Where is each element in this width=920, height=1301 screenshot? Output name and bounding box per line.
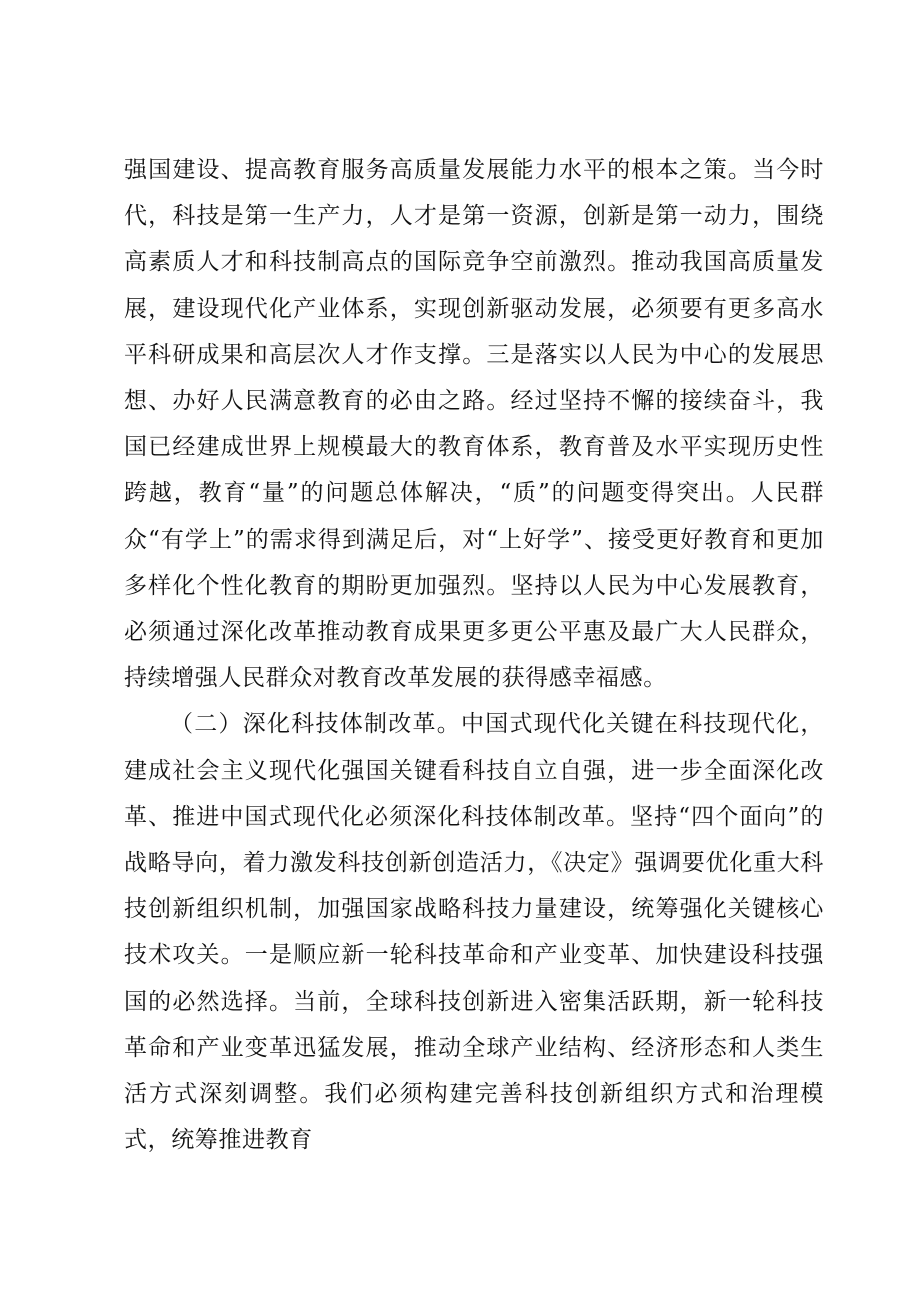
paragraph-section-two: （二）深化科技体制改革。中国式现代化关键在科技现代化，建成社会主义现代化强国关键看科技自立自强，进一步全面深化改革、推进中国式现代化必须深化科技体制改革。坚持“四个面向”的战略导向，着力激发科技创新创造活力，《决定》强调要优化重大科技创新组织机制，加强国家战略科技力量建设，统筹强化关键核心技术攻关。一是顺应新一轮科技革命和产业变革、加快建设科技强国的必然选择。当前，全球科技创新进入密集活跃期，新一轮科技革命和产业变革迅猛发展，推动全球产业结构、经济形态和人类生活方式深刻调整。我们必须构建完善科技创新组织方式和治理模式，统筹推进教育 — [124, 711, 824, 1154]
document-body — [124, 147, 824, 1163]
paragraph-continuation: 强国建设、提高教育服务高质量发展能力水平的根本之策。当今时代，科技是第一生产力，人才是第一资源，创新是第一动力，围绕高素质人才和科技制高点的国际竞争空前激烈。推动我国高质量发展，建设现代化产业体系，实现创新驱动发展，必须要有更多高水平科研成果和高层次人才作支撑。三是落实以人民为中心的发展思想、办好人民满意教育的必由之路。经过坚持不懈的接续奋斗，我国已经建成世界上规模最大的教育体系，教育普及水平实现历史性跨越，教育“量”的问题总体解决，“质”的问题变得突出。人民群众“有学上”的需求得到满足后，对“上好学”、接受更好教育和更加多样化个性化教育的期盼更加强烈。坚持以人民为中心发展教育，必须通过深化改革推动教育成果更多更公平惠及最广大人民群众，持续增强人民群众对教育改革发展的获得感幸福感。 — [124, 157, 824, 692]
